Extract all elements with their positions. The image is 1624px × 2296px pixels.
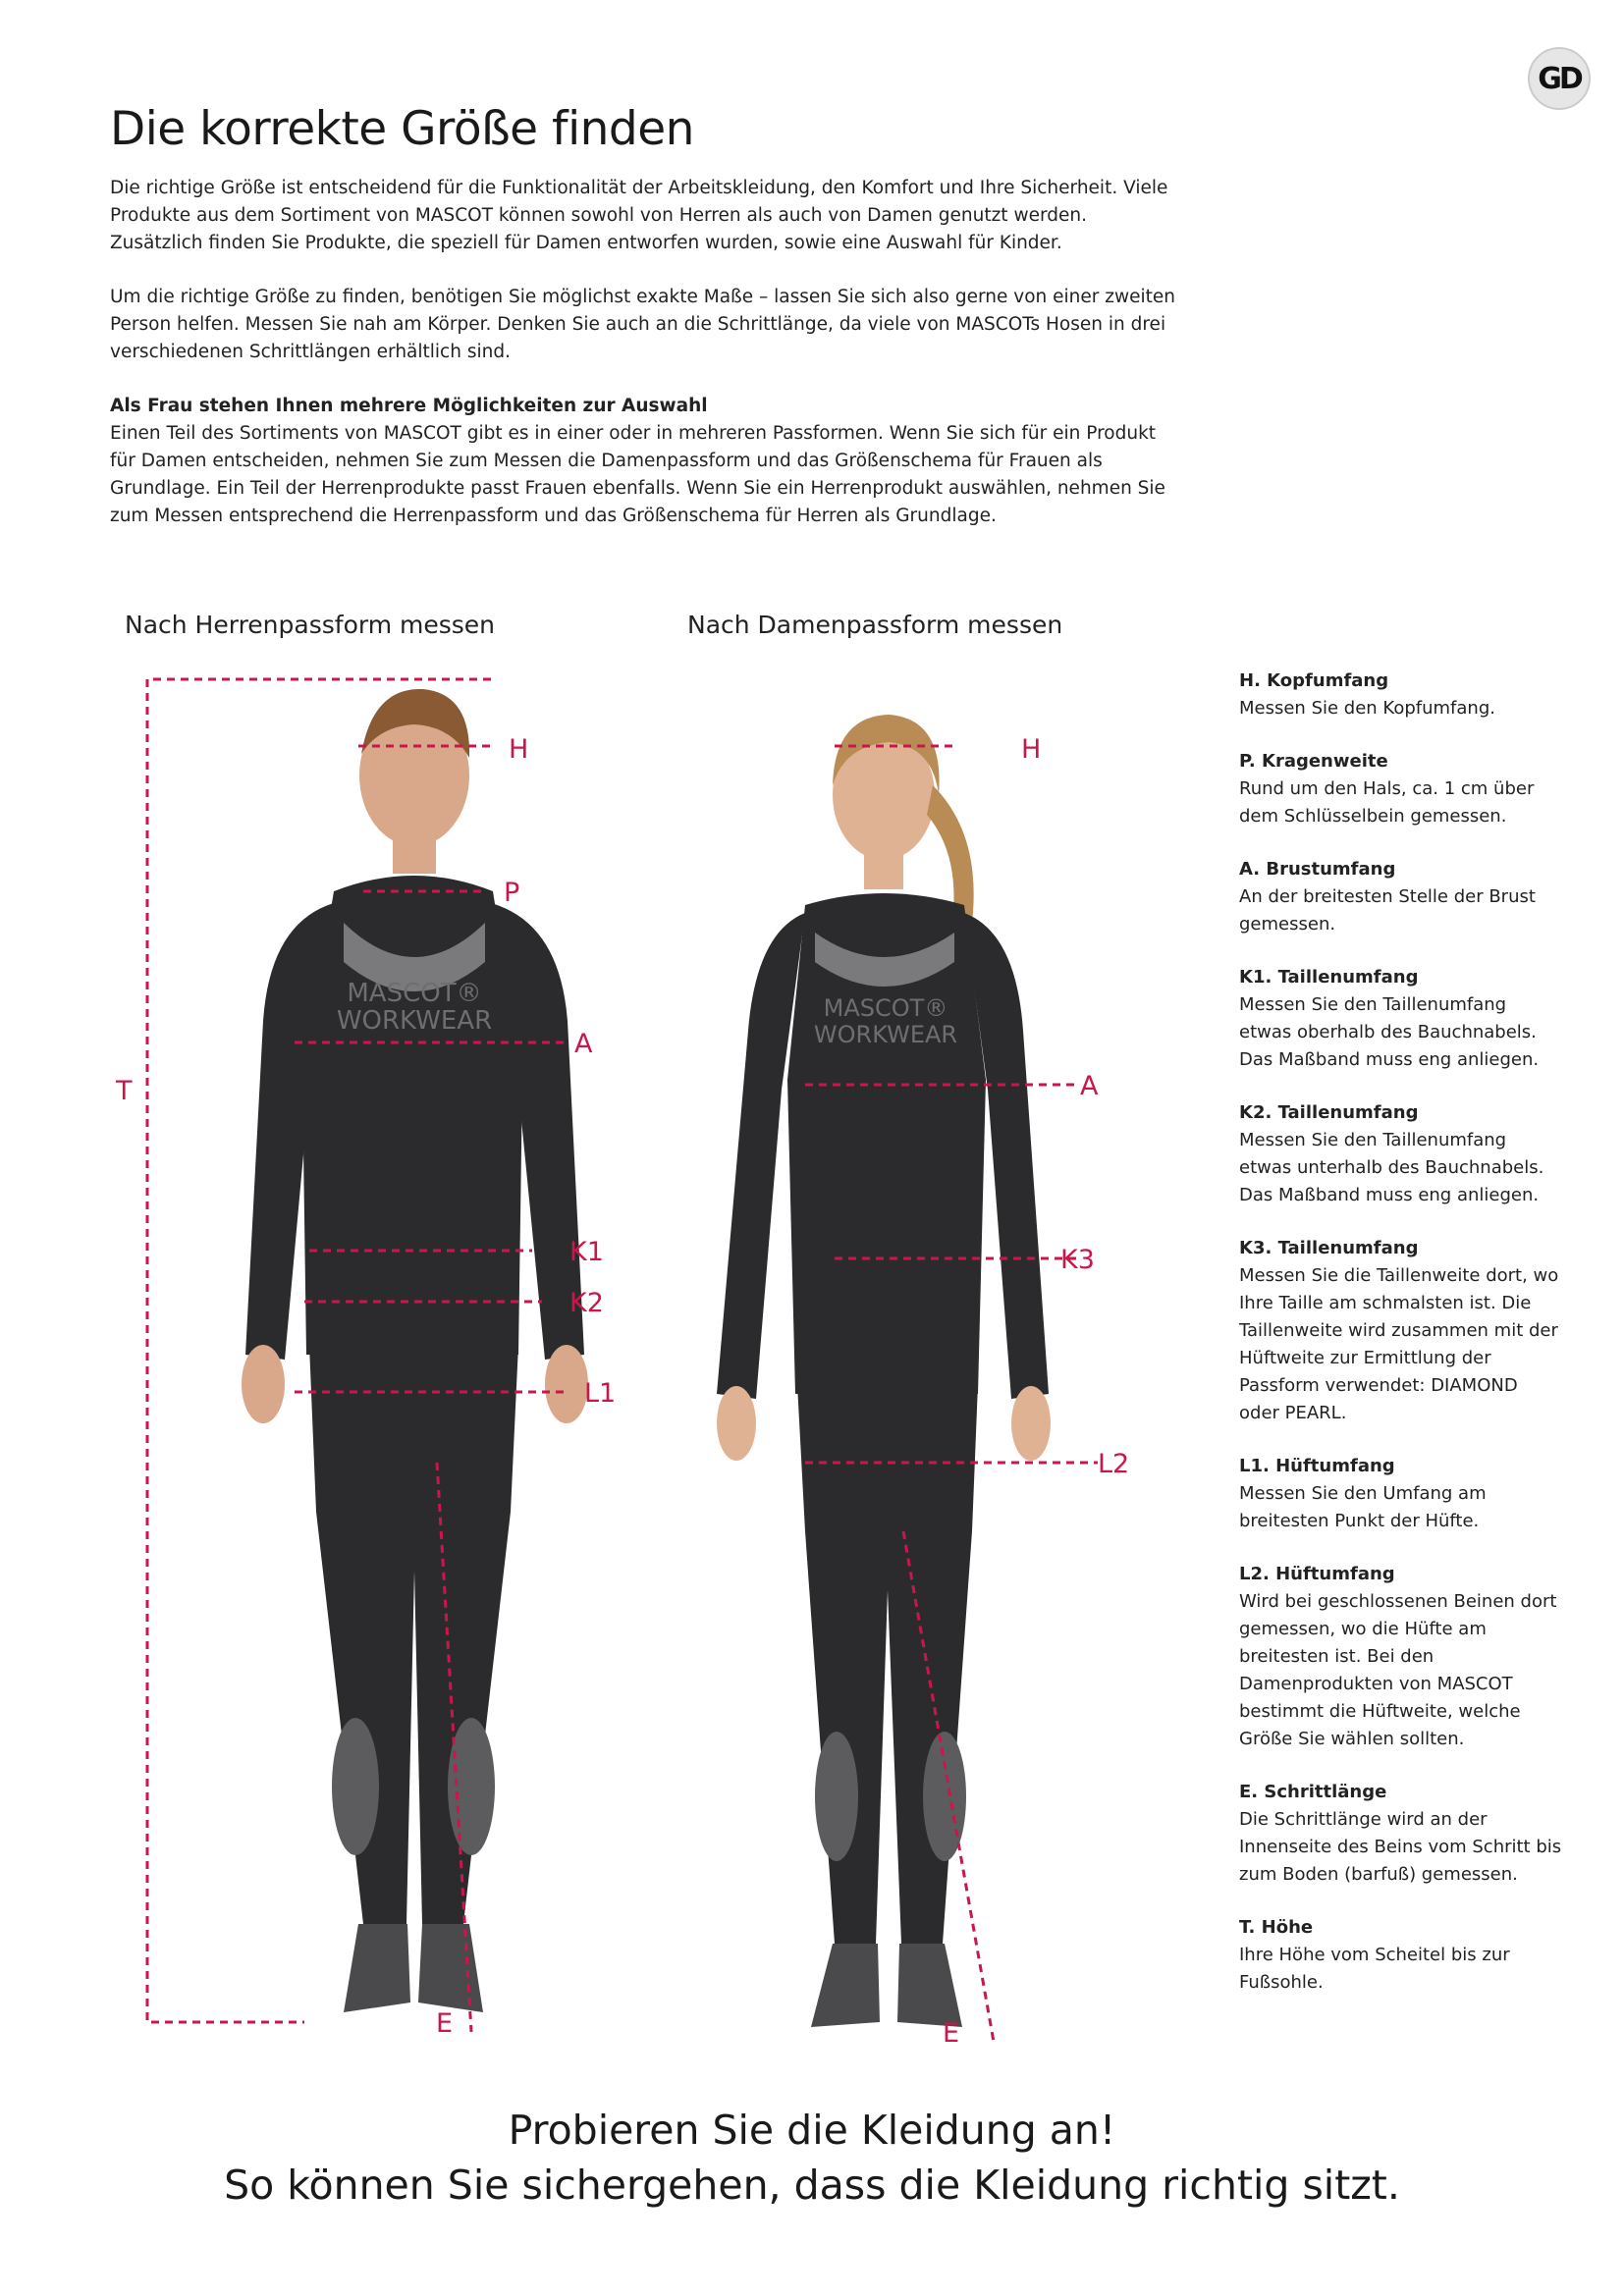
women-label-E: E bbox=[943, 2018, 960, 2049]
men-left-hand bbox=[242, 1345, 285, 1423]
women-heading: Nach Damenpassform messen bbox=[687, 611, 1063, 639]
legend-label: K3. Taillenumfang bbox=[1239, 1238, 1419, 1258]
intro-text bbox=[110, 175, 1180, 557]
legend-text: Messen Sie die Taillenweite dort, wo Ihre Taille am schmalsten ist. Die Taillenweite wird zusammen mit der Hüftweite zur Ermittlung der Passform verwendet: DIAMOND oder PEARL. bbox=[1239, 1265, 1559, 1423]
men-label-E: E bbox=[436, 2008, 454, 2039]
page-title: Die korrekte Größe finden bbox=[110, 102, 694, 156]
legend-entry-K3 bbox=[1239, 1235, 1563, 1427]
women-neck bbox=[864, 850, 903, 889]
brand-logo-text: GD bbox=[1538, 61, 1581, 96]
men-figure bbox=[98, 667, 648, 2061]
women-label-H: H bbox=[1021, 734, 1042, 765]
measurement-legend bbox=[1239, 667, 1563, 2022]
women-label-K3: K3 bbox=[1060, 1245, 1095, 1275]
intro-paragraph-3-body: Einen Teil des Sortiments von MASCOT gibt es in einer oder in mehreren Passformen. Wenn Sie sich für ein Produkt für Damen entscheiden, nehmen Sie zum Messen die Damenpassform und das Größenschema für Frauen als Grundlage. Ein Teil der Herrenprodukte passt Frauen ebenfalls. Wenn Sie ein Herrenprodukt auswählen, nehmen Sie zum Messen entsprechend die Herrenpassform und das Größenschema für Herren als Grundlage. bbox=[110, 423, 1165, 526]
legend-text: Rund um den Hals, ca. 1 cm über dem Schlüsselbein gemessen. bbox=[1239, 778, 1535, 827]
legend-entry-L1 bbox=[1239, 1453, 1563, 1535]
legend-entry-E bbox=[1239, 1779, 1563, 1889]
legend-text: Ihre Höhe vom Scheitel bis zur Fußsohle. bbox=[1239, 1945, 1510, 1993]
men-heading: Nach Herrenpassform messen bbox=[125, 611, 496, 639]
intro-paragraph-3 bbox=[110, 393, 1180, 530]
women-left-hand bbox=[717, 1386, 756, 1461]
men-label-K2: K2 bbox=[569, 1288, 604, 1318]
brand-logo bbox=[1528, 47, 1591, 110]
women-figure-illustration bbox=[687, 667, 1198, 2061]
women-shirt-print-line2: WORKWEAR bbox=[813, 1021, 958, 1048]
legend-entry-A bbox=[1239, 856, 1563, 938]
women-right-knee-panel bbox=[923, 1732, 966, 1861]
men-label-A: A bbox=[574, 1029, 593, 1059]
women-figure bbox=[687, 667, 1198, 2061]
legend-text: Messen Sie den Taillenumfang etwas oberhalb des Bauchnabels. Das Maßband muss eng anliegen. bbox=[1239, 994, 1540, 1070]
legend-text: Die Schrittlänge wird an der Innenseite des Beins vom Schritt bis zum Boden (barfuß) gemessen. bbox=[1239, 1809, 1562, 1885]
legend-label: P. Kragenweite bbox=[1239, 751, 1388, 772]
women-shirt-print-line1: MASCOT® bbox=[823, 994, 948, 1022]
women-left-knee-panel bbox=[815, 1732, 858, 1861]
legend-entry-T bbox=[1239, 1914, 1563, 1997]
men-figure-illustration bbox=[98, 667, 648, 2061]
men-label-H: H bbox=[509, 734, 529, 765]
legend-label: L2. Hüftumfang bbox=[1239, 1564, 1395, 1584]
men-shirt-print-line2: WORKWEAR bbox=[336, 1006, 493, 1036]
legend-label: E. Schrittlänge bbox=[1239, 1782, 1387, 1802]
men-right-hand bbox=[545, 1345, 588, 1423]
legend-text: Messen Sie den Kopfumfang. bbox=[1239, 698, 1495, 719]
women-right-hand bbox=[1011, 1386, 1051, 1461]
women-label-L2: L2 bbox=[1098, 1449, 1130, 1479]
men-left-sock bbox=[344, 1924, 410, 2012]
legend-text: Messen Sie den Umfang am breitesten Punkt der Hüfte. bbox=[1239, 1483, 1487, 1531]
legend-entry-L2 bbox=[1239, 1561, 1563, 1753]
legend-entry-K2 bbox=[1239, 1099, 1563, 1209]
legend-entry-K1 bbox=[1239, 964, 1563, 1074]
men-label-P: P bbox=[504, 878, 520, 908]
men-shirt-print-line1: MASCOT® bbox=[347, 979, 482, 1008]
women-leggings bbox=[797, 1384, 978, 1944]
women-right-sock bbox=[897, 1944, 962, 2027]
legend-entry-P bbox=[1239, 748, 1563, 830]
women-left-sock bbox=[811, 1944, 880, 2027]
men-label-L1: L1 bbox=[584, 1378, 617, 1409]
legend-label: A. Brustumfang bbox=[1239, 859, 1396, 880]
legend-label: T. Höhe bbox=[1239, 1917, 1314, 1938]
legend-label: K2. Taillenumfang bbox=[1239, 1102, 1419, 1123]
men-left-knee-panel bbox=[332, 1718, 379, 1855]
legend-text: An der breitesten Stelle der Brust gemessen. bbox=[1239, 886, 1536, 934]
legend-text: Messen Sie den Taillenumfang etwas unterhalb des Bauchnabels. Das Maßband muss eng anliegen. bbox=[1239, 1130, 1544, 1205]
intro-paragraph-2: Um die richtige Größe zu finden, benötigen Sie möglichst exakte Maße – lassen Sie sich also gerne von einer zweiten Person helfen. Messen Sie nah am Körper. Denken Sie auch an die Schrittlänge, da viele von MASCOTs Hosen in drei verschiedenen Schrittlängen erhältlich sind. bbox=[110, 287, 1175, 362]
legend-label: L1. Hüftumfang bbox=[1239, 1456, 1395, 1476]
legend-entry-H bbox=[1239, 667, 1563, 722]
men-label-T: T bbox=[116, 1076, 133, 1106]
men-label-K1: K1 bbox=[569, 1237, 604, 1267]
women-label-A: A bbox=[1080, 1071, 1099, 1101]
legend-label: H. Kopfumfang bbox=[1239, 670, 1389, 691]
men-shirt bbox=[302, 876, 522, 1355]
legend-text: Wird bei geschlossenen Beinen dort gemessen, wo die Hüfte am breitesten ist. Bei den Damenprodukten von MASCOT bestimmt die Hüftweite, welche Größe Sie wählen sollten. bbox=[1239, 1591, 1557, 1749]
legend-label: K1. Taillenumfang bbox=[1239, 967, 1419, 988]
footer-line-2: So können Sie sichergehen, dass die Kleidung richtig sitzt. bbox=[224, 2162, 1400, 2209]
footer-line-1: Probieren Sie die Kleidung an! bbox=[508, 2107, 1116, 2154]
intro-paragraph-1: Die richtige Größe ist entscheidend für die Funktionalität der Arbeitskleidung, den Komfort und Ihre Sicherheit. Viele Produkte aus dem Sortiment von MASCOT können sowohl von Herren als auch von Damen genutzt werden. Zusätzlich finden Sie Produkte, die speziell für Damen entworfen wurden, sowie eine Auswahl für Kinder. bbox=[110, 178, 1168, 253]
men-right-sock bbox=[418, 1924, 483, 2012]
intro-paragraph-3-heading: Als Frau stehen Ihnen mehrere Möglichkeiten zur Auswahl bbox=[110, 396, 708, 416]
footer-message bbox=[0, 2103, 1624, 2213]
men-neck bbox=[393, 834, 436, 874]
